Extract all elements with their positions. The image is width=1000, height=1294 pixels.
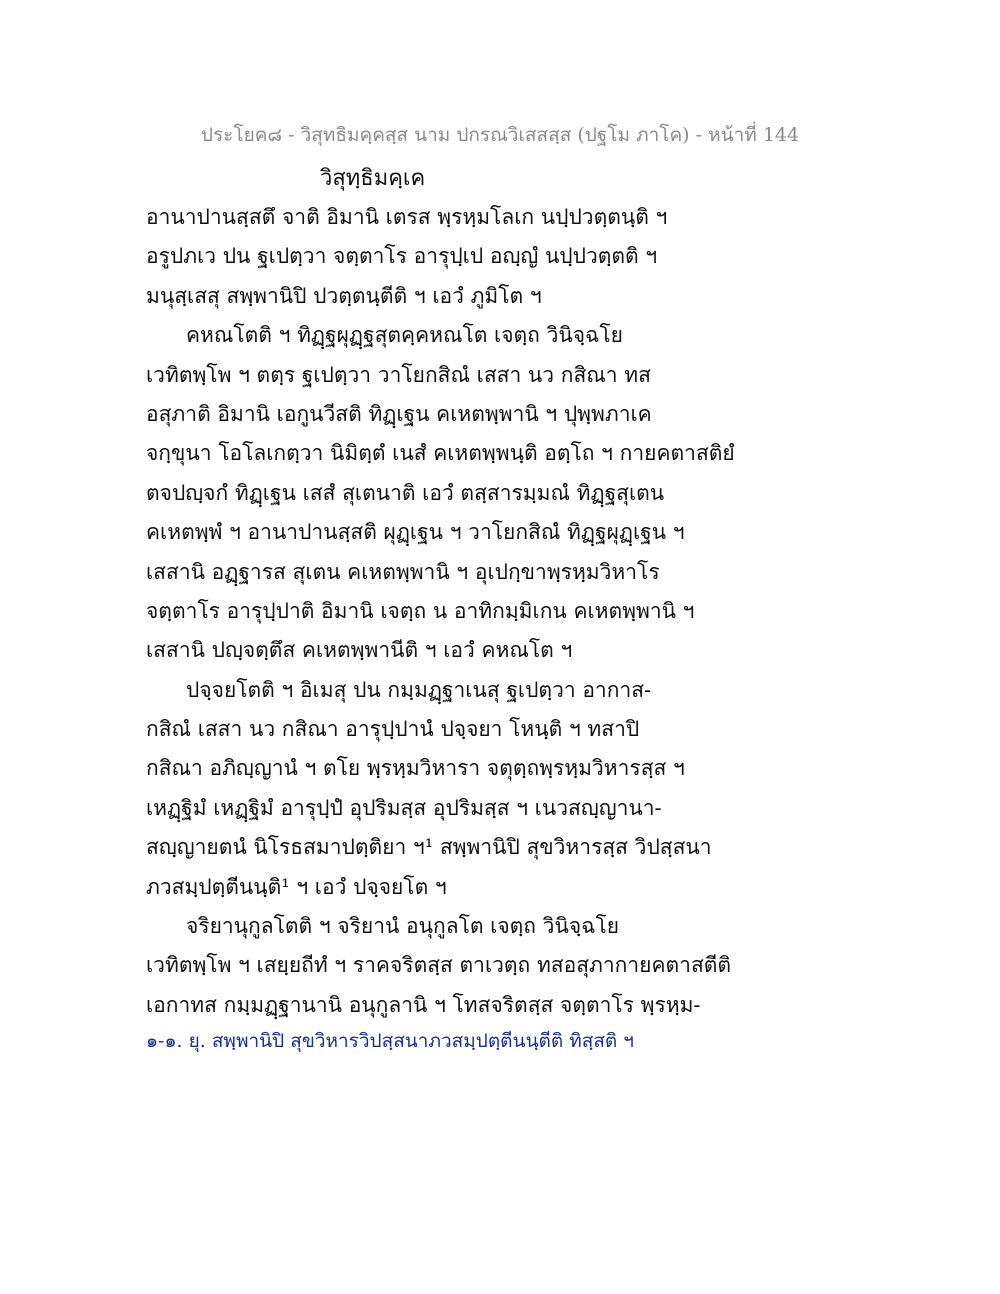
body-line: เวทิตพฺโพ ฯ เสยฺยถีทํ ฯ ราคจริตสฺส ตาเวตฺถ ทสอสุภากายคตาสตีติ: [146, 953, 732, 978]
footnote: ๑-๑. ยุ. สพฺพานิปิ สุขวิหารวิปสฺสนาภวสมฺปตฺตีนนฺตีติ ทิสฺสติ ฯ: [146, 1030, 634, 1052]
body-line: เสสานิ อฏฺฐารส สุเตน คเหตพฺพานิ ฯ อุเปกฺขาพฺรหฺมวิหาโร: [146, 559, 660, 584]
body-line: คเหตพฺพํ ฯ อานาปานสฺสติ ผุฏฺเฐน ฯ วาโยกสิณํ ทิฏฺฐผุฏฺเฐน ฯ: [146, 520, 685, 545]
body-line: จกฺขุนา โอโลเกตฺวา นิมิตฺตํ เนสํ คเหตพฺพนฺติ อตฺโถ ฯ กายคตาสติยํ: [146, 441, 735, 466]
body-line: ตจปญฺจกํ ทิฏฺเฐน เสสํ สุเตนาติ เอวํ ตสฺสารมฺมณํ ทิฏฺฐสุเตน: [146, 480, 665, 505]
running-header: ประโยค๘ - วิสุทธิมคฺคสฺส นาม ปกรณวิเสสสฺส (ปฐโม ภาโค) - หน้าที่ 144: [200, 124, 800, 146]
body-line: กสิณา อภิญฺญานํ ฯ ตโย พฺรหฺมวิหารา จตุตฺถพฺรหฺมวิหารสฺส ฯ: [146, 756, 685, 781]
body-line: เอกาทส กมฺมฏฺฐานานิ อนุกูลานิ ฯ โทสจริตสฺส จตฺตาโร พฺรหฺม-: [146, 992, 701, 1017]
body-line: อรูปภเว ปน ฐเปตฺวา จตฺตาโร อารุปฺเป อญฺญํ นปฺปวตฺตติ ฯ: [146, 244, 658, 269]
body-line: มนุสฺเสสุ สพฺพานิปิ ปวตฺตนฺตีติ ฯ เอวํ ภูมิโต ฯ: [146, 283, 542, 308]
body-line: สญฺญายตนํ นิโรธสมาปตฺติยา ฯ¹ สพฺพานิปิ สุขวิหารสฺส วิปสฺสนา: [146, 835, 712, 860]
body-line: กสิณํ เสสา นว กสิณา อารุปฺปานํ ปจฺจยา โหนฺติ ฯ ทสาปิ: [146, 717, 640, 742]
body-line: เหฏฺฐิมํ เหฏฺฐิมํ อารุปฺปํ อุปริมสฺส อุปริมสฺส ฯ เนวสญฺญานา-: [146, 795, 662, 820]
body-line: เสสานิ ปญฺจตฺตึส คเหตพฺพานีติ ฯ เอวํ คหณโต ฯ: [146, 638, 573, 663]
body-line-paragraph-start: จริยานุกูลโตติ ฯ จริยานํ อนุกูลโต เจตฺถ วินิจฺฉโย: [186, 914, 620, 939]
body-line: อสุภาติ อิมานิ เอกูนวีสติ ทิฏฺเฐน คเหตพฺพานิ ฯ ปุพฺพภาเค: [146, 401, 652, 426]
body-line: เวทิตพฺโพ ฯ ตตฺร ฐเปตฺวา วาโยกสิณํ เสสา นว กสิณา ทส: [146, 362, 651, 387]
body-line: จตฺตาโร อารุปฺปาติ อิมานิ เจตฺถ น อาทิกมฺมิเกน คเหตพฺพานิ ฯ: [146, 598, 695, 623]
body-line-paragraph-start: ปจฺจยโตติ ฯ อิเมสุ ปน กมฺมฏฺฐาเนสุ ฐเปตฺวา อากาส-: [186, 677, 652, 702]
body-text: [146, 198, 866, 1025]
body-line: อานาปานสฺสตึ จาติ อิมานิ เตรส พฺรหฺมโลเก นปฺปวตฺตนฺติ ฯ: [146, 205, 668, 229]
body-line-paragraph-start: คหณโตติ ฯ ทิฏฺฐผุฏฺฐสุตคฺคหณโต เจตฺถ วินิจฺฉโย: [186, 323, 623, 348]
body-line: ภวสมฺปตฺตีนนฺติ¹ ฯ เอวํ ปจฺจยโต ฯ: [146, 874, 447, 899]
section-title: วิสุทฺธิมคฺเค: [320, 166, 426, 191]
